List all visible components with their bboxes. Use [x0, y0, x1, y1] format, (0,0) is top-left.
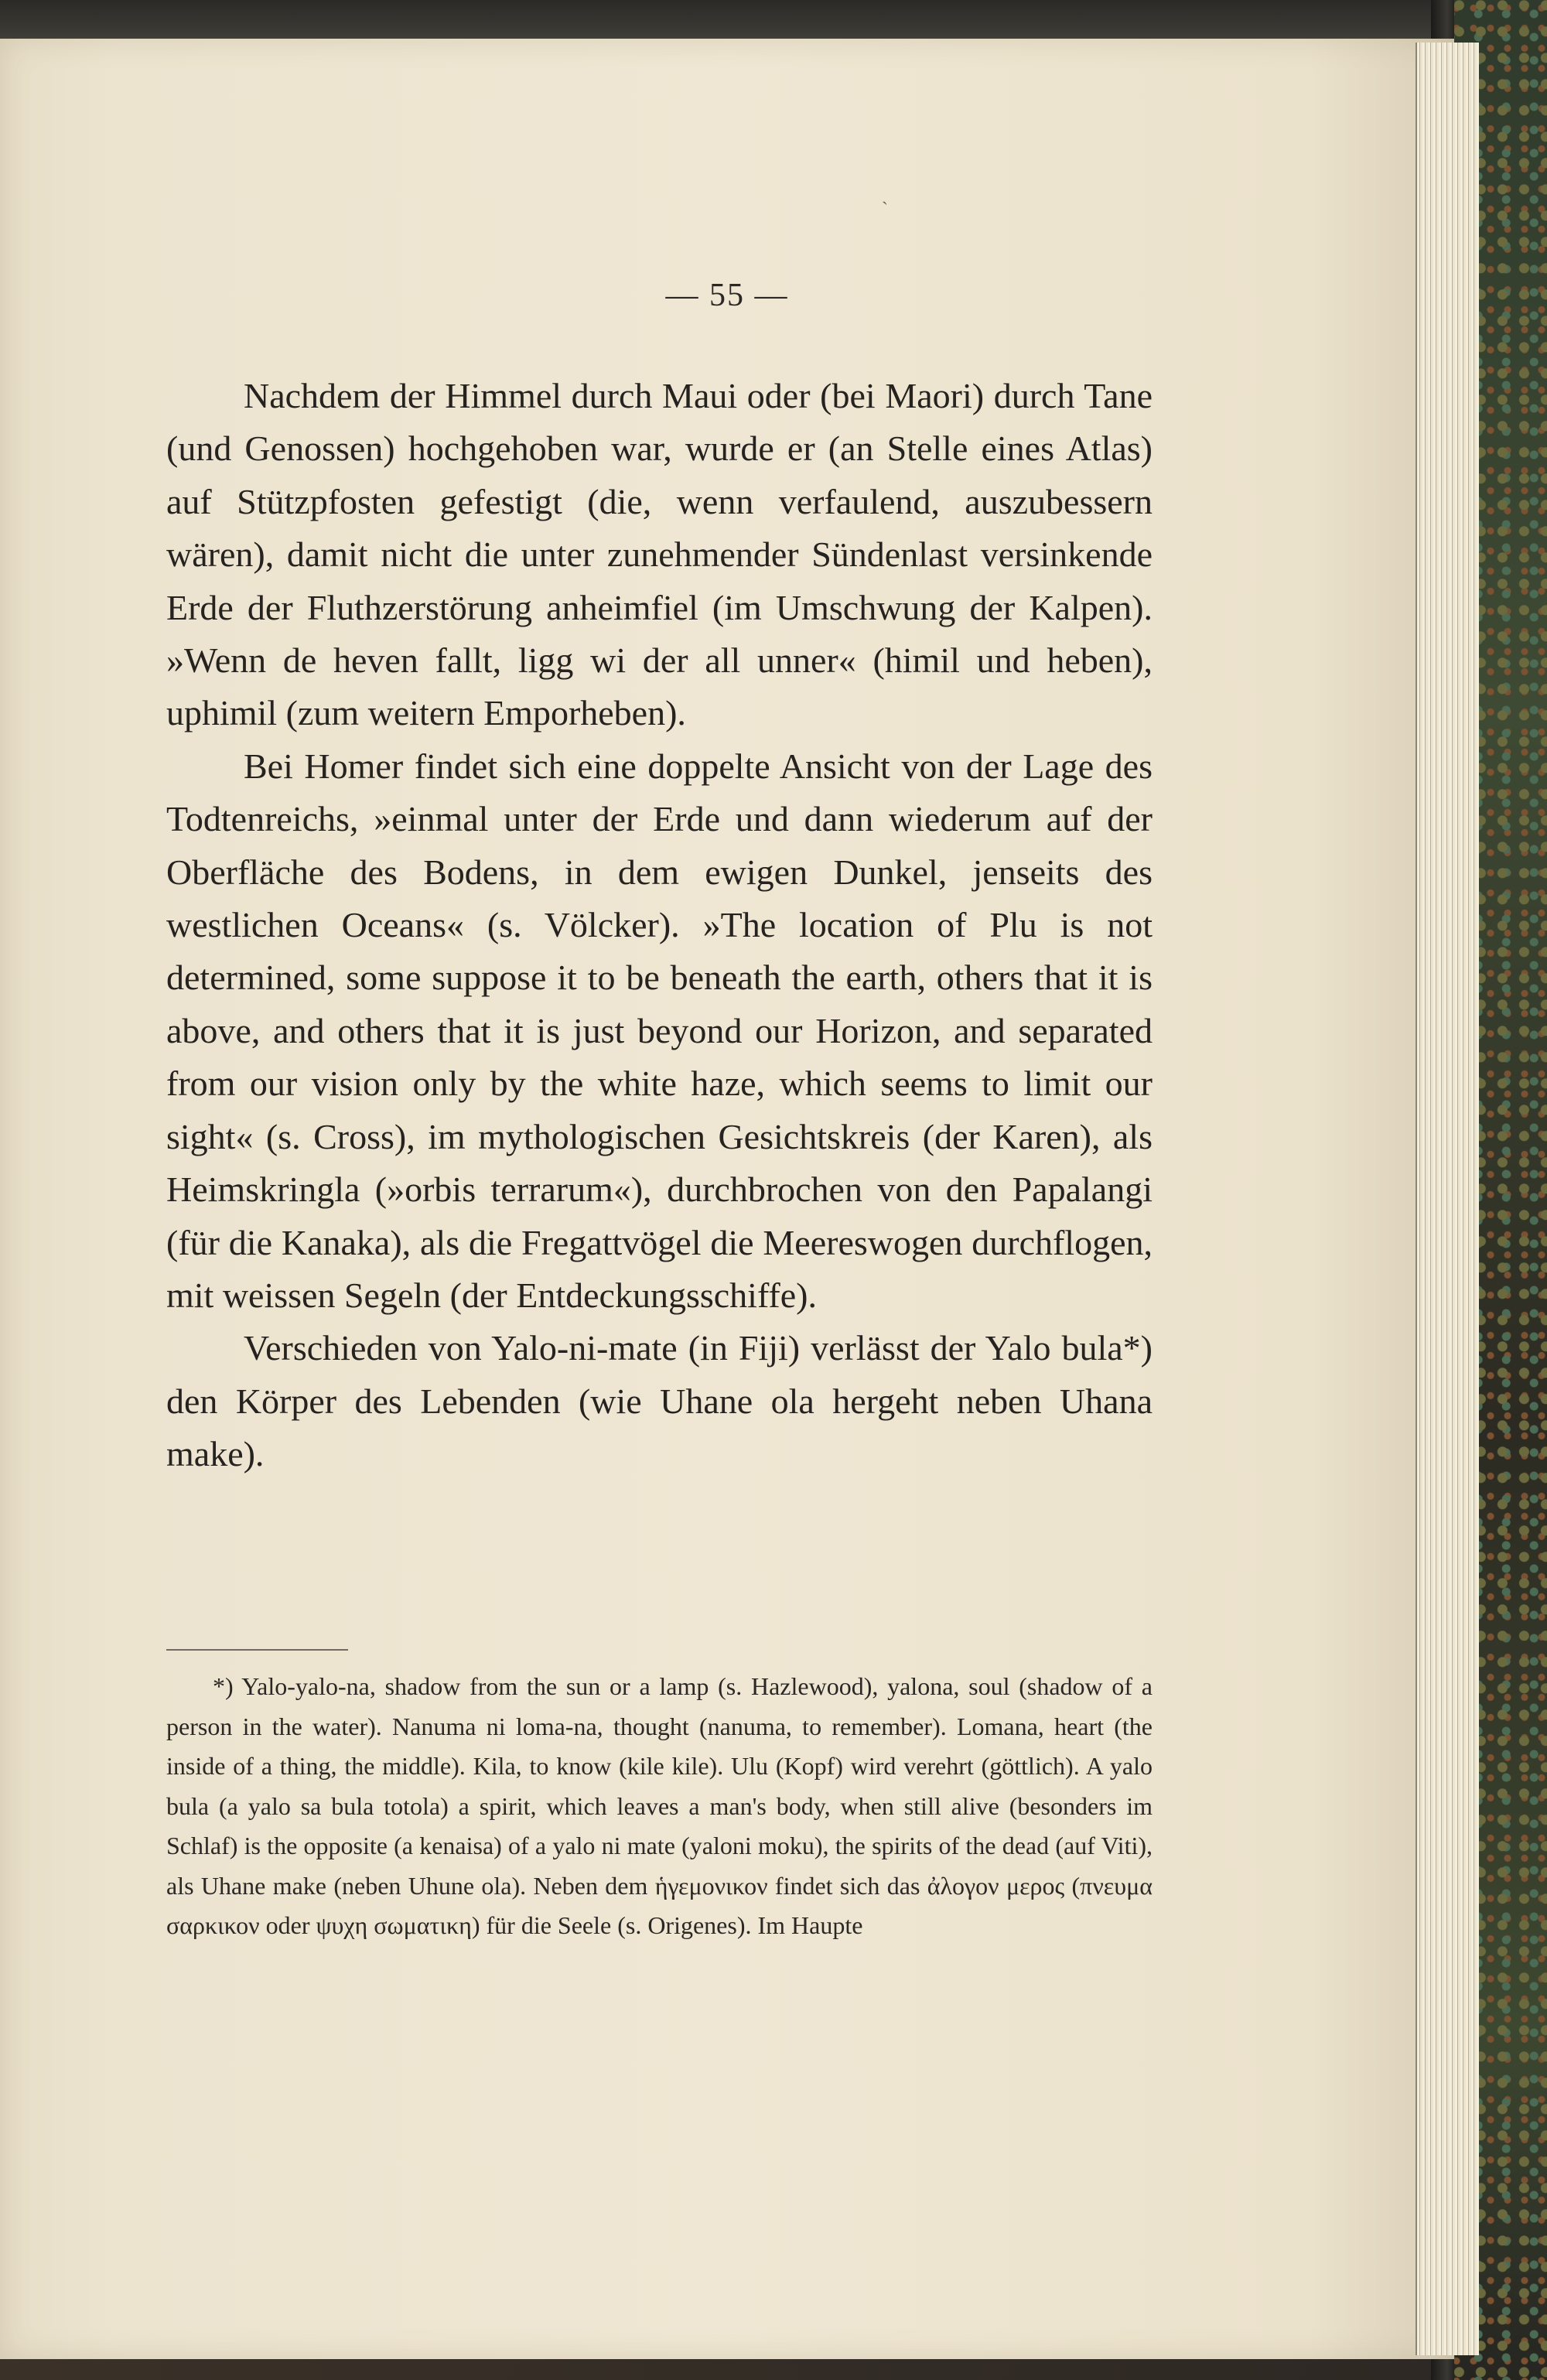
page-edges [1416, 43, 1479, 2355]
stray-mark: ` [882, 200, 888, 220]
paragraph-1: Nachdem der Himmel durch Maui oder (bei Maori) durch Tane (und Genossen) hochgehoben war, wurde er (an Stelle eines Atlas) auf Stützpfosten gefestigt (die, wenn verfaulend, auszubessern wären), damit nicht die unter zunehmender Sündenlast versinkende Erde der Fluthzerstörung anheimfiel (im Umschwung der Kalpen). »Wenn de heven fallt, ligg wi der all unner« (himil und heben), uphimil (zum weitern Emporheben). [166, 376, 1153, 733]
paragraph-2: Bei Homer findet sich eine doppelte Ansicht von der Lage des Todtenreichs, »einmal unter der Erde und dann wiederum auf der Oberfläche des Bodens, in dem ewigen Dunkel, jenseits des westlichen Oceans« (s. Völcker). »The location of Plu is not determined, some suppose it to be beneath the earth, others that it is above, and others that it is just beyond our Horizon, and separated from our vision only by the white haze, which seems to limit our sight« (s. Cross), im mythologischen Gesichtskreis (der Karen), als Heimskringla (»orbis terrarum«), durchbrochen von den Papalangi (für die Kanaka), als die Fregattvögel die Meereswogen durchflogen, mit weissen Segeln (der Entdeckungsschiffe). [166, 746, 1153, 1315]
paragraph-3: Verschieden von Yalo-ni-mate (in Fiji) verlässt der Yalo bula*) den Körper des Lebenden (wie Uhane ola hergeht neben Uhana make). [166, 1328, 1153, 1474]
footnote-text: *) Yalo-yalo-na, shadow from the sun or a lamp (s. Hazlewood), yalona, soul (shadow of a person in the water). Nanuma ni loma-na, thought (nanuma, to remember). Lomana, heart (the inside of a thing, the middle). Kila, to know (kile kile). Ulu (Kopf) wird verehrt (göttlich). A yalo bula (a yalo sa bula totola) a spirit, which leaves a man's body, when still alive (besonders im Schlaf) is the opposite (a kenaisa) of a yalo ni mate (yaloni moku), the spirits of the dead (auf Viti), als Uhane make (neben Uhune ola). Neben dem ἡγεμονικον findet sich das ἀλογον μερος (πνευμα σαρκικον oder ψυχη σωματικη) für die Seele (s. Origenes). Im Haupte [166, 1672, 1153, 1939]
body-text [166, 370, 1153, 1481]
page-number: — 55 — [665, 278, 789, 313]
footnote [166, 1667, 1153, 1946]
footnote-separator [166, 1649, 348, 1651]
